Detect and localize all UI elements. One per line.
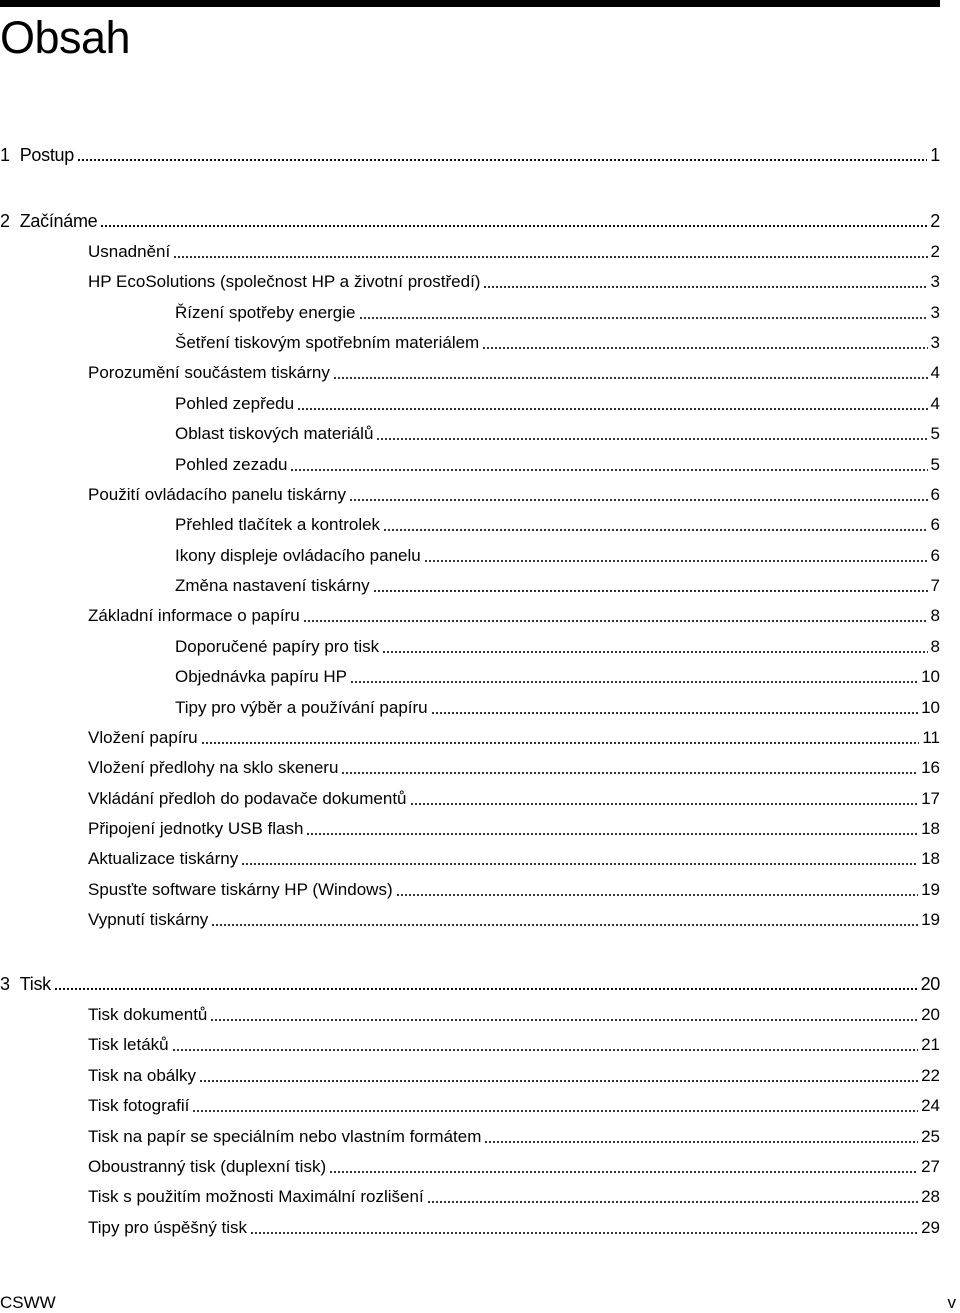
toc-chapter-number: 2	[0, 211, 10, 231]
toc-page-number: 18	[921, 819, 940, 838]
dot-leader	[349, 499, 928, 501]
toc-page-number: 16	[921, 758, 940, 777]
toc-page-number: 20	[920, 974, 940, 994]
toc-entry[interactable]	[88, 755, 940, 779]
dot-leader	[100, 225, 927, 227]
toc-entry-title: Začínáme	[19, 211, 98, 231]
toc-entry-title: Postup	[19, 145, 74, 165]
toc-entry-title: Aktualizace tiskárny	[88, 849, 239, 868]
toc-entry-title: Tisk na obálky	[88, 1066, 197, 1085]
dot-leader	[210, 1019, 918, 1021]
dot-leader	[172, 1049, 918, 1051]
toc-entry[interactable]	[88, 786, 940, 810]
dot-leader	[483, 286, 927, 288]
toc-chapter-entry[interactable]	[0, 971, 940, 995]
dot-leader	[77, 159, 927, 161]
toc-page-number: 6	[930, 546, 940, 565]
toc-entry[interactable]	[175, 664, 940, 688]
toc-chapter-number: 1	[0, 145, 10, 165]
dot-leader	[341, 772, 918, 774]
toc-entry-title: Tipy pro výběr a používání papíru	[175, 698, 428, 717]
toc-entry[interactable]	[88, 239, 940, 263]
dot-leader	[54, 988, 918, 990]
footer-page-number: v	[947, 1293, 956, 1312]
dot-leader	[241, 863, 918, 865]
dot-leader	[410, 803, 919, 805]
toc-entry[interactable]	[88, 1032, 940, 1056]
toc-page-number: 20	[921, 1005, 940, 1024]
toc-entry[interactable]	[88, 816, 940, 840]
dot-leader	[431, 712, 918, 714]
toc-chapter-entry[interactable]	[0, 142, 940, 166]
toc-page-number: 7	[930, 576, 940, 595]
dot-leader	[376, 438, 927, 440]
dot-leader	[382, 651, 927, 653]
toc-entry-title: Usnadnění	[88, 242, 171, 261]
dot-leader	[192, 1110, 918, 1112]
toc-entry-title: Oboustranný tisk (duplexní tisk)	[88, 1157, 327, 1176]
toc-entry-title: Připojení jednotky USB flash	[88, 819, 304, 838]
toc-page-number: 29	[921, 1218, 940, 1237]
toc-entry-title: HP EcoSolutions (společnost HP a životní prostředí)	[88, 272, 481, 291]
toc-entry-title: Objednávka papíru HP	[175, 667, 347, 686]
toc-entry-title: Řízení spotřeby energie	[175, 303, 356, 322]
toc-entry[interactable]	[175, 300, 940, 324]
toc-page-number: 3	[930, 272, 940, 291]
toc-page-number: 19	[921, 910, 940, 929]
footer-left-label: CSWW	[0, 1293, 56, 1312]
toc-page-number: 4	[930, 363, 940, 382]
toc-entry-title: Vypnutí tiskárny	[88, 910, 209, 929]
toc-entry-title: Tisk fotografií	[88, 1096, 190, 1115]
toc-page-number: 18	[921, 849, 940, 868]
toc-entry-title: Doporučené papíry pro tisk	[175, 637, 380, 656]
toc-page-number: 11	[922, 728, 940, 747]
toc-page-number: 3	[930, 303, 940, 322]
toc-entry-title: Porozumění součástem tiskárny	[88, 363, 330, 382]
toc-page-number: 3	[930, 333, 940, 352]
toc-chapter-number: 3	[0, 974, 10, 994]
toc-entry-title: Základní informace o papíru	[88, 606, 300, 625]
toc-entry[interactable]	[175, 573, 940, 597]
dot-leader	[427, 1201, 918, 1203]
toc-page-number: 10	[921, 698, 940, 717]
toc-page-number: 24	[921, 1096, 940, 1115]
toc-entry-title: Tisk na papír se speciálním nebo vlastním formátem	[88, 1127, 482, 1146]
toc-page-number: 21	[921, 1035, 940, 1054]
toc-entry[interactable]	[88, 907, 940, 931]
toc-page-number: 28	[921, 1187, 940, 1206]
toc-entry-title: Pohled zezadu	[175, 455, 288, 474]
toc-page-number: 5	[930, 424, 940, 443]
toc-entry[interactable]	[88, 1124, 940, 1148]
toc-entry-title: Tisk	[19, 974, 51, 994]
dot-leader	[484, 1141, 918, 1143]
toc-chapter-entry[interactable]	[0, 208, 940, 232]
toc-entry[interactable]	[88, 269, 940, 293]
toc-entry-title: Vložení předlohy na sklo skeneru	[88, 758, 339, 777]
toc-entry[interactable]	[175, 391, 940, 415]
toc-entry-title: Přehled tlačítek a kontrolek	[175, 515, 381, 534]
toc-page-number: 6	[930, 485, 940, 504]
toc-entry[interactable]	[88, 1154, 940, 1178]
toc-entry[interactable]	[88, 1184, 940, 1208]
toc-entry-title: Tisk letáků	[88, 1035, 169, 1054]
toc-entry[interactable]	[88, 846, 940, 870]
dot-leader	[250, 1232, 918, 1234]
toc-entry[interactable]	[175, 330, 940, 354]
toc-entry[interactable]	[88, 1063, 940, 1087]
toc-entry[interactable]	[175, 421, 940, 445]
toc-entry-title: Spusťte software tiskárny HP (Windows)	[88, 880, 393, 899]
dot-leader	[482, 347, 927, 349]
toc-entry[interactable]	[175, 695, 940, 719]
dot-leader	[173, 256, 927, 258]
toc-entry[interactable]	[88, 877, 940, 901]
page-title: Obsah	[0, 12, 131, 63]
dot-leader	[297, 408, 927, 410]
toc-entry[interactable]	[175, 634, 940, 658]
toc-entry-title: Tisk dokumentů	[88, 1005, 208, 1024]
toc-entry-title: Tisk s použitím možnosti Maximální rozlišení	[88, 1187, 424, 1206]
toc-entry[interactable]	[88, 482, 940, 506]
toc-page-number: 25	[921, 1127, 940, 1146]
toc-entry-title: Změna nastavení tiskárny	[175, 576, 370, 595]
dot-leader	[329, 1171, 918, 1173]
toc-entry-title: Pohled zepředu	[175, 394, 295, 413]
toc-page-number: 10	[921, 667, 940, 686]
toc-page-number: 2	[930, 211, 940, 231]
toc-page-number: 5	[930, 455, 940, 474]
toc-entry[interactable]	[88, 360, 940, 384]
toc-entry-title: Vkládání předloh do podavače dokumentů	[88, 789, 407, 808]
dot-leader	[383, 529, 927, 531]
toc-page-number: 2	[930, 242, 940, 261]
toc-entry[interactable]	[88, 1002, 940, 1026]
toc-entry-title: Použití ovládacího panelu tiskárny	[88, 485, 346, 504]
dot-leader	[199, 1080, 918, 1082]
dot-leader	[201, 742, 920, 744]
toc-entry[interactable]	[175, 512, 940, 536]
toc-entry[interactable]	[175, 452, 940, 476]
toc-page-number: 6	[930, 515, 940, 534]
dot-leader	[290, 469, 927, 471]
toc-page-number: 17	[921, 789, 940, 808]
dot-leader	[333, 377, 928, 379]
toc-page-number: 22	[921, 1066, 940, 1085]
toc-entry-title: Tipy pro úspěšný tisk	[88, 1218, 248, 1237]
toc-entry[interactable]	[175, 543, 940, 567]
toc-page-number: 8	[930, 606, 940, 625]
toc-entry-title: Vložení papíru	[88, 728, 198, 747]
dot-leader	[306, 833, 918, 835]
toc-entry-title: Ikony displeje ovládacího panelu	[175, 546, 421, 565]
toc-entry[interactable]	[88, 603, 940, 627]
toc-entry-title: Oblast tiskových materiálů	[175, 424, 374, 443]
toc-page-number: 19	[921, 880, 940, 899]
toc-page-number: 8	[930, 637, 940, 656]
dot-leader	[211, 924, 918, 926]
dot-leader	[396, 894, 918, 896]
dot-leader	[303, 620, 928, 622]
dot-leader	[350, 681, 918, 683]
toc-page-number: 27	[921, 1157, 940, 1176]
toc-page-number: 1	[930, 145, 940, 165]
toc-entry[interactable]	[88, 725, 940, 749]
toc-page-number: 4	[930, 394, 940, 413]
toc-entry-title: Šetření tiskovým spotřebním materiálem	[175, 333, 480, 352]
dot-leader	[359, 317, 928, 319]
toc-entry[interactable]	[88, 1215, 940, 1239]
toc-entry[interactable]	[88, 1093, 940, 1117]
dot-leader	[373, 590, 928, 592]
dot-leader	[424, 560, 928, 562]
